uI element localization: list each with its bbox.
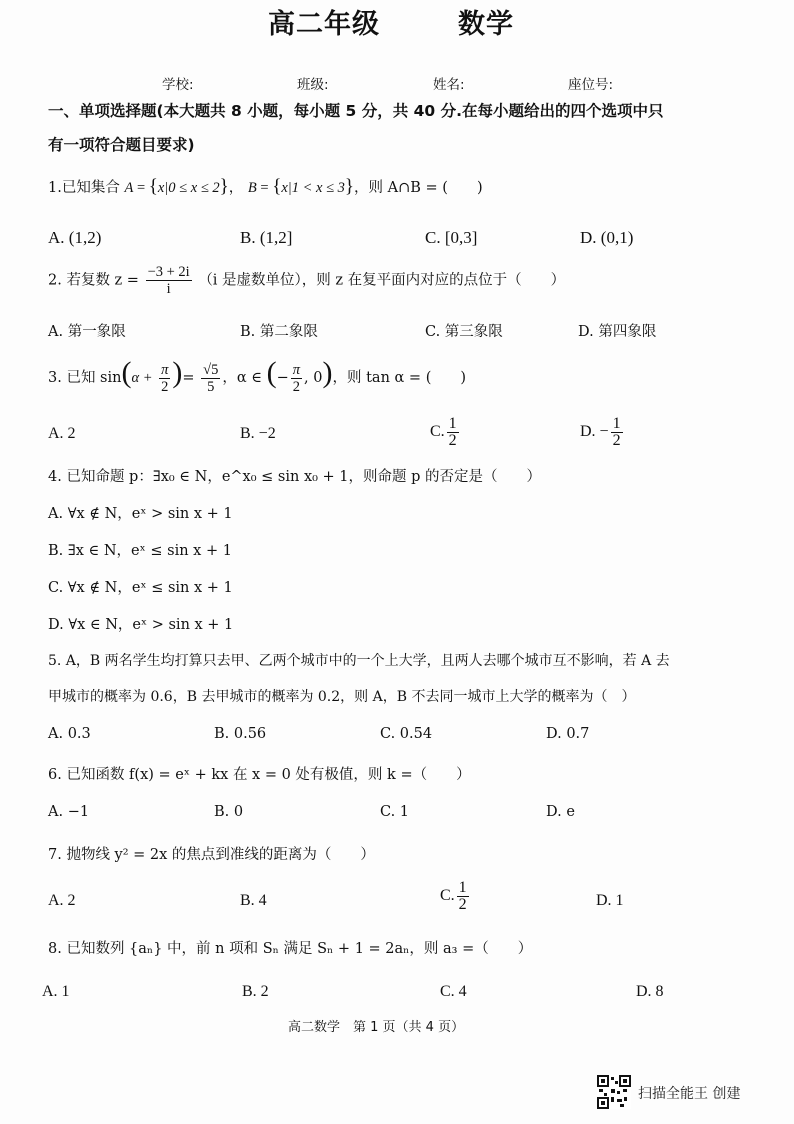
qr-code-icon [597,1075,631,1109]
school-label: 学校: [162,77,194,93]
q1-option-b: B. (1,2] [240,228,293,247]
q1-option-a: A. (1,2) [48,228,102,247]
question-4: 4. 已知命题 p：∃x₀ ∈ N，e^x₀ ≤ sin x₀ + 1，则命题 p 的否定是（ ） [48,469,542,485]
q7-option-c: C. $\frac{1}{2}$ [440,879,467,913]
q7-option-d: D. 1 [596,892,624,909]
q3-option-c: C. $\frac{1}{2}$ [430,415,457,449]
q4-option-c: C. ∀x ∉ N，eˣ ≤ sin x + 1 [48,580,233,596]
q8-option-b: B. 2 [242,983,269,1000]
page-footer: 高二数学 第 1 页（共 4 页） [288,1020,465,1035]
q5-option-c: C. 0.54 [380,726,433,742]
name-label: 姓名: [433,77,465,93]
q1-set-b: x|1 < x ≤ 3 [281,180,345,196]
q2-option-b: B. 第二象限 [240,324,318,340]
q1-option-d: D. (0,1) [580,228,634,247]
q1-option-c: C. [0,3] [425,228,478,247]
question-1: 1.已知集合 A = {x|0 ≤ x ≤ 2}， B = {x|1 < x ≤ 3}，则 A∩B = ( ) [48,176,483,197]
q2-fraction: $\frac{-3 + 2i}{i}$ [147,264,190,297]
scanner-watermark: 扫描全能王 创建 [638,1086,741,1102]
q1-stem: 1.已知集合 [48,180,120,196]
q5-option-a: A. 0.3 [48,726,91,742]
q5-option-b: B. 0.56 [214,726,267,742]
q6-option-c: C. 1 [380,804,410,820]
question-8: 8. 已知数列 {aₙ} 中，前 n 项和 Sₙ 满足 Sₙ + 1 = 2aₙ，则 a₃ =（ ） [48,941,533,957]
q2-option-a: A. 第一象限 [48,324,126,340]
q2-option-c: C. 第三象限 [425,324,503,340]
section-heading-line2: 有一项符合题目要求) [48,136,195,154]
question-5-line2: 甲城市的概率为 0.6，B 去甲城市的概率为 0.2，则 A，B 不去同一城市上大学的概率为（ ） [48,689,636,705]
question-3: 3. 已知 sin(α + $\frac{\pi}{2}$ )= $\frac{√5}{5}$ ，α ∈ (− $\frac{\pi}{2}$ , 0)，则 tan α = ( ) [48,356,467,395]
q8-option-c: C. 4 [440,983,467,1000]
seat-label: 座位号: [568,77,614,93]
subject-title: 数学 [458,9,514,40]
q2-stem-pre: 2. 若复数 z = [48,272,139,289]
q4-option-a: A. ∀x ∉ N，eˣ > sin x + 1 [48,506,233,522]
question-7: 7. 抛物线 y² = 2x 的焦点到准线的距离为（ ） [48,847,375,863]
q2-stem-post: （i 是虚数单位），则 z 在复平面内对应的点位于（ ） [198,272,566,289]
q6-option-a: A. −1 [48,804,90,820]
question-2 [48,264,565,297]
q3-sqrt5-fraction: $\frac{√5}{5}$ [203,361,219,395]
q6-option-b: B. 0 [214,804,244,820]
q3-option-d: D. − $\frac{1}{2}$ [580,415,621,449]
q3-option-a: A. 2 [48,425,76,442]
q3-option-b: B. −2 [240,425,276,442]
q7-option-b: B. 4 [240,892,267,909]
q4-option-d: D. ∀x ∈ N，eˣ > sin x + 1 [48,617,234,633]
section-heading-line1: 一、单项选择题(本大题共 8 小题，每小题 5 分，共 40 分.在每小题给出的四个选项中只 [48,102,664,120]
question-5-line1: 5. A，B 两名学生均打算只去甲、乙两个城市中的一个上大学，且两人去哪个城市互不影响，若 A 去 [48,653,670,669]
q6-option-d: D. e [546,804,575,820]
q7-option-a: A. 2 [48,892,76,909]
q4-option-b: B. ∃x ∈ N，eˣ ≤ sin x + 1 [48,543,232,559]
q8-option-a: A. 1 [42,983,70,1000]
question-6: 6. 已知函数 f(x) = eˣ + kx 在 x = 0 处有极值，则 k =（ ） [48,767,471,783]
q5-option-d: D. 0.7 [546,726,590,742]
page-title: 高二年级 [268,9,380,40]
q1-tail: ，则 A∩B = ( ) [354,180,483,196]
q2-option-d: D. 第四象限 [578,324,657,340]
class-label: 班级: [297,77,329,93]
q8-option-d: D. 8 [636,983,664,1000]
q1-set-a: x|0 ≤ x ≤ 2 [157,180,220,196]
